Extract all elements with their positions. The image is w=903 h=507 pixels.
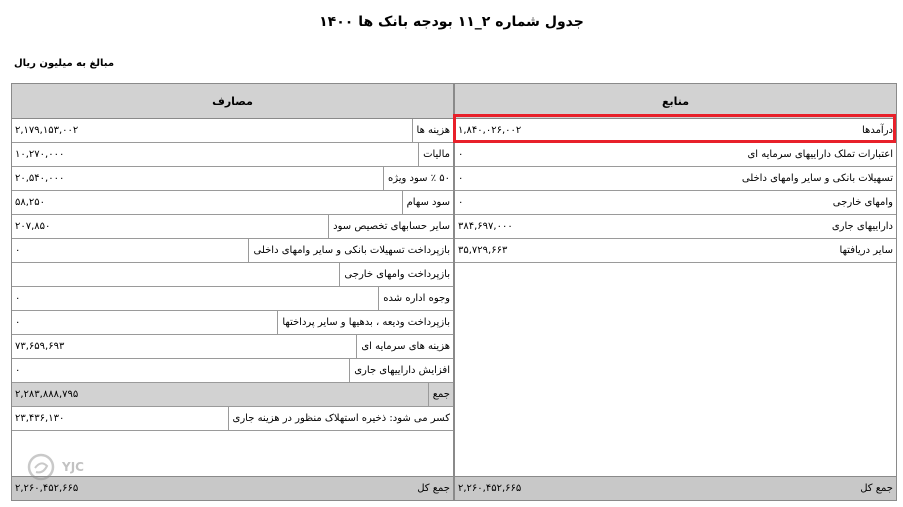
expenses-row [12,239,453,263]
resources-grand-total-value: ۲,۲۶۰,۴۵۲,۶۶۵ [458,483,522,494]
expenses-row [12,143,453,167]
watermark [26,447,116,487]
expenses-row-value: ۲۳,۴۳۶,۱۳۰ [15,413,65,424]
expenses-row [12,263,453,287]
resources-row-label: اعتبارات تملک داراییهای سرمایه ای [747,149,893,160]
expenses-row-label: بازپرداخت وامهای خارجی [339,263,450,286]
expenses-header: مصارف [12,84,453,119]
resources-row-value: ۰ [458,197,464,208]
expenses-row-value: ۷۳,۶۵۹,۶۹۳ [15,341,65,352]
expenses-row-value: ۰ [15,245,21,256]
expenses-panel [11,83,454,501]
resources-row-value: ۳۵,۷۲۹,۶۶۳ [458,245,508,256]
unit-note: مبالغ به میلیون ریال [14,58,115,69]
expenses-row-label: هزینه های سرمایه ای [356,335,450,358]
resources-row-value: ۰ [458,149,464,160]
expenses-row-label: کسر می شود: ذخیره استهلاک منظور در هزینه جاری [228,407,451,430]
expenses-row-label: بازپرداخت تسهیلات بانکی و سایر وامهای داخلی [248,239,450,262]
expenses-row-value: ۲,۱۷۹,۱۵۳,۰۰۲ [15,125,79,136]
resources-row [455,167,896,191]
resources-panel [454,83,897,501]
expenses-row [12,287,453,311]
resources-row-label: تسهیلات بانکی و سایر وامهای داخلی [741,173,893,184]
resources-header: منابع [455,84,896,119]
expenses-row-label: جمع [428,383,450,406]
resources-row-value: ۳۸۴,۶۹۷,۰۰۰ [458,221,513,232]
watermark-text: YJC [62,460,84,474]
resources-row-label: داراییهای جاری [831,221,893,232]
table-title: جدول شماره ۲_۱۱ بودجه بانک ها ۱۴۰۰ [319,14,584,30]
resources-row [455,119,896,143]
resources-row [455,191,896,215]
resources-row-label: سایر دریافتها [839,245,893,256]
expenses-row [12,311,453,335]
expenses-row-label: افزایش داراییهای جاری [349,359,450,382]
resources-row-label: وامهای خارجی [832,197,893,208]
expenses-row-value: ۲,۲۸۳,۸۸۸,۷۹۵ [15,389,79,400]
expenses-row [12,119,453,143]
expenses-row [12,335,453,359]
expenses-row-label: هزینه ها [412,119,450,142]
expenses-row-value: ۱۰,۲۷۰,۰۰۰ [15,149,65,160]
resources-row-value: ۰ [458,173,464,184]
expenses-grand-total-value: ۲,۲۶۰,۴۵۲,۶۶۵ [15,483,79,494]
expenses-row-value: ۰ [15,365,21,376]
expenses-rows [12,119,453,431]
expenses-row-label: بازپرداخت ودیعه ، بدهیها و سایر پرداختها [277,311,450,334]
expenses-row-label: سایر حسابهای تخصیص سود [328,215,450,238]
expenses-row-label: سود سهام [402,191,450,214]
expenses-row [12,191,453,215]
expenses-row-label: وجوه اداره شده [378,287,450,310]
resources-row-value: ۱,۸۴۰,۰۲۶,۰۰۲ [458,125,522,136]
resources-row-label: درآمدها [862,125,893,136]
expenses-row [12,383,453,407]
expenses-row [12,359,453,383]
expenses-row-value: ۵۸,۲۵۰ [15,197,46,208]
expenses-row [12,215,453,239]
resources-grand-total-row [455,476,896,500]
expenses-row-label: مالیات [418,143,450,166]
expenses-grand-total-label: جمع کل [417,483,450,494]
resources-grand-total-label: جمع کل [860,483,893,494]
expenses-row [12,407,453,431]
resources-row [455,143,896,167]
expenses-row-value: ۰ [15,293,21,304]
expenses-row-label: ۵۰ ٪ سود ویژه [383,167,450,190]
yjc-logo-icon [26,452,56,482]
resources-rows [455,119,896,263]
expenses-row [12,167,453,191]
expenses-row-value: ۰ [15,317,21,328]
resources-row [455,215,896,239]
expenses-row-value: ۲۰۷,۸۵۰ [15,221,51,232]
resources-row [455,239,896,263]
expenses-row-value: ۲۰,۵۴۰,۰۰۰ [15,173,65,184]
